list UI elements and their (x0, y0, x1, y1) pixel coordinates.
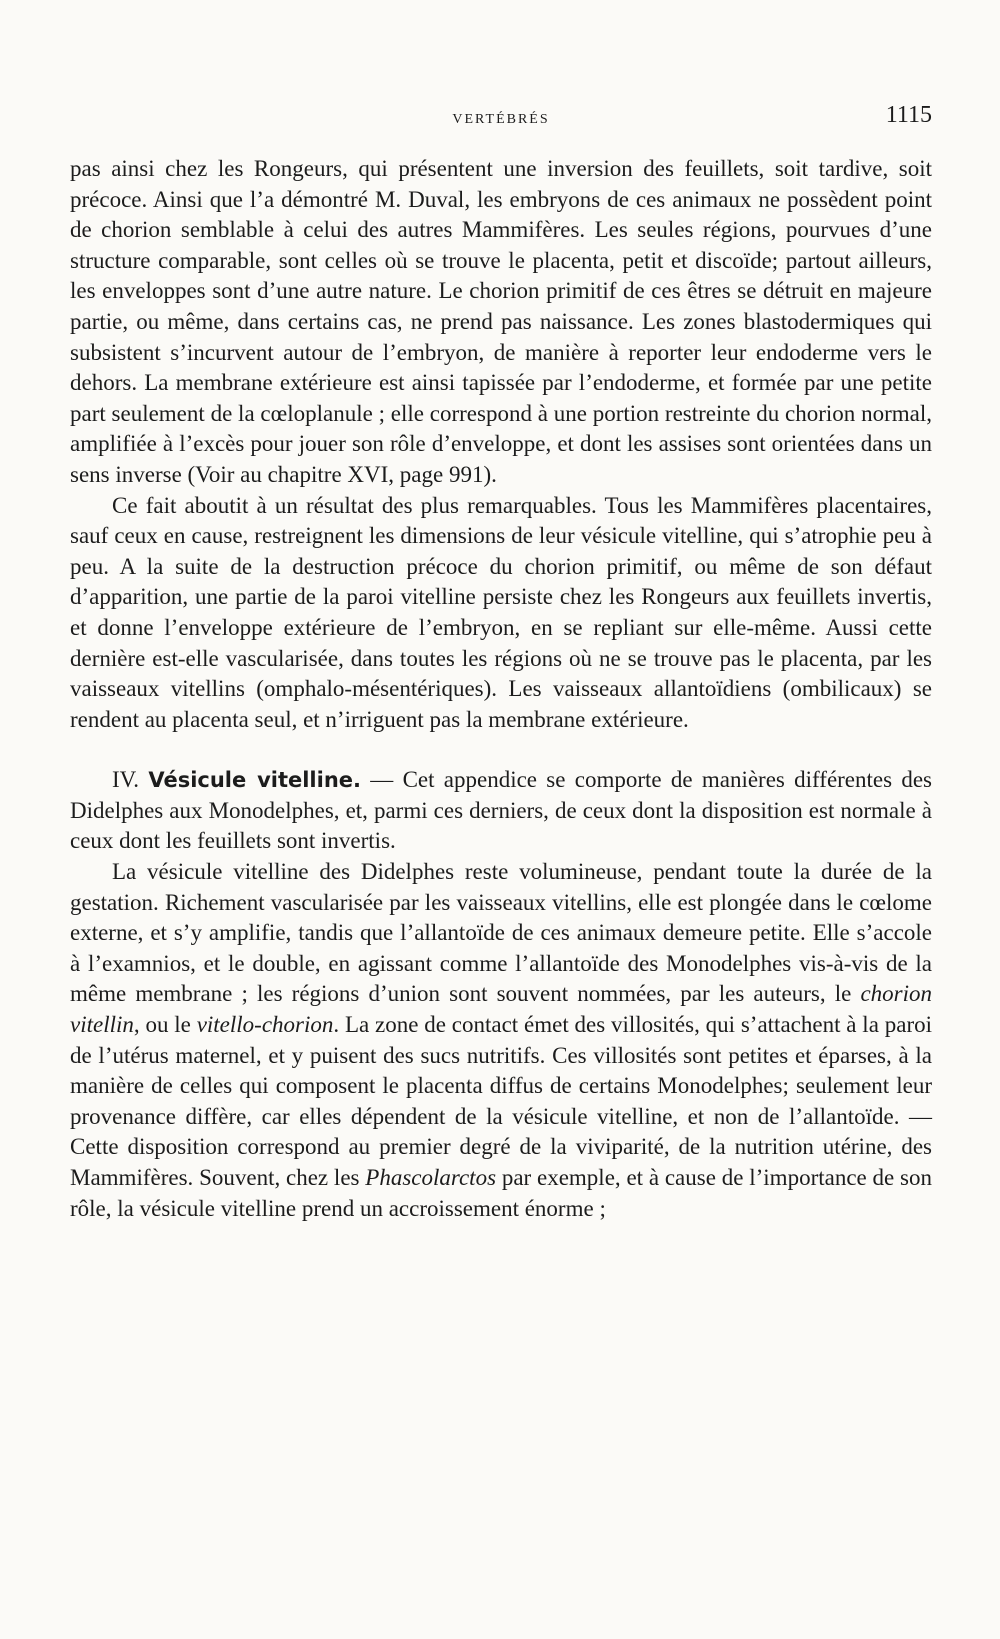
paragraph-4-part-a: La vésicule vitelline des Didelphes reste volumineuse, pendant toute la durée de la gestation. Richement vascularisée par les vaisseaux vitellins, elle est plongée dans le cœlome externe, et s’y amplifie, tandis que l’allantoïde de ces animaux demeure petite. Elle s’accole à l’examnios, et le double, en agissant comme l’allantoïde des Monodelphes vis-à-vis de la même membrane ; les régions d’union sont souvent nommées, par les auteurs, le (70, 859, 932, 1007)
term-phascolarctos: Phascolarctos (365, 1165, 497, 1190)
term-vitello-chorion: vitello-chorion (196, 1012, 334, 1038)
section-title: Vésicule vitelline. (148, 768, 362, 793)
paragraph-4-part-b: , ou le (133, 1012, 197, 1038)
section-heading-paragraph (70, 765, 932, 857)
term-chorion-vitellin: chorion vitellin (70, 981, 932, 1038)
paragraph-2: Ce fait aboutit à un résultat des plus remarquables. Tous les Mammifères placentaires, sauf ceux en cause, restreignent les dimensions de leur vésicule vitelline, qui s’atrophie peu à peu. A la suite de la destruction précoce du chorion primitif, ou même de son défaut d’apparition, une partie de la paroi vitelline persiste chez les Rongeurs aux feuillets invertis, et donne l’enveloppe extérieure de l’embryon, en se repliant sur elle-même. Aussi cette dernière est-elle vascularisée, dans toutes les régions où ne se trouve pas le placenta, par les vaisseaux vitellins (omphalo-mésentériques). Les vaisseaux allantoïdiens (ombilicaux) se rendent au placenta seul, et n’irriguent pas la membrane extérieure. (70, 492, 932, 732)
section-number: IV. (112, 767, 140, 793)
running-title: VERTÉBRÉS (452, 112, 550, 127)
body-text (70, 154, 932, 1224)
page-number: 1115 (885, 102, 932, 128)
section-intro-text: — Cet appendice se comporte de manières différentes des Didelphes aux Monodelphes, et, parmi ces derniers, de ceux dont la disposition est normale à ceux dont les feuillets sont invertis. (70, 767, 933, 854)
paragraph-4-part-d: par exemple, et à cause de l’importance de son rôle, la vésicule vitelline prend un accroissement énorme ; (70, 1165, 932, 1221)
book-page (70, 100, 932, 1224)
paragraph-4-part-c: . La zone de contact émet des villosités, qui s’attachent à la paroi de l’utérus maternel, et y puisent des sucs nutritifs. Ces villosités sont petites et éparses, à la manière de celles qui composent le placenta diffus de certains Monodelphes; seulement leur provenance diffère, car elles dépendent de la vésicule vitelline, et non de l’allantoïde. — Cette disposition correspond au premier degré de la viviparité, de la nutrition utérine, des Mammifères. Souvent, chez les (70, 1012, 932, 1190)
paragraph-1: pas ainsi chez les Rongeurs, qui présentent une inversion des feuillets, soit tardive, soit précoce. Ainsi que l’a démontré M. Duval, les embryons de ces animaux ne possèdent point de chorion semblable à celui des autres Mammifères. Les seules régions, pourvues d’une structure comparable, sont celles où se trouve le placenta, petit et discoïde; partout ailleurs, les enveloppes sont d’une autre nature. Le chorion primitif de ces êtres se détruit en majeure partie, ou même, dans certains cas, ne prend pas naissance. Les zones blastodermiques qui subsistent s’incurvent autour de l’embryon, de manière à reporter leur endoderme vers le dehors. La membrane extérieure est ainsi tapissée par l’endoderme, et formée par une petite part seulement de la cœloplanule ; elle correspond à une portion restreinte du chorion normal, amplifiée à l’excès pour jouer son rôle d’enveloppe, et dont les assises sont orientées dans un sens inverse (Voir au chapitre XVI, page 991). (70, 156, 932, 487)
running-head (70, 100, 932, 140)
paragraph-4 (70, 857, 932, 1224)
